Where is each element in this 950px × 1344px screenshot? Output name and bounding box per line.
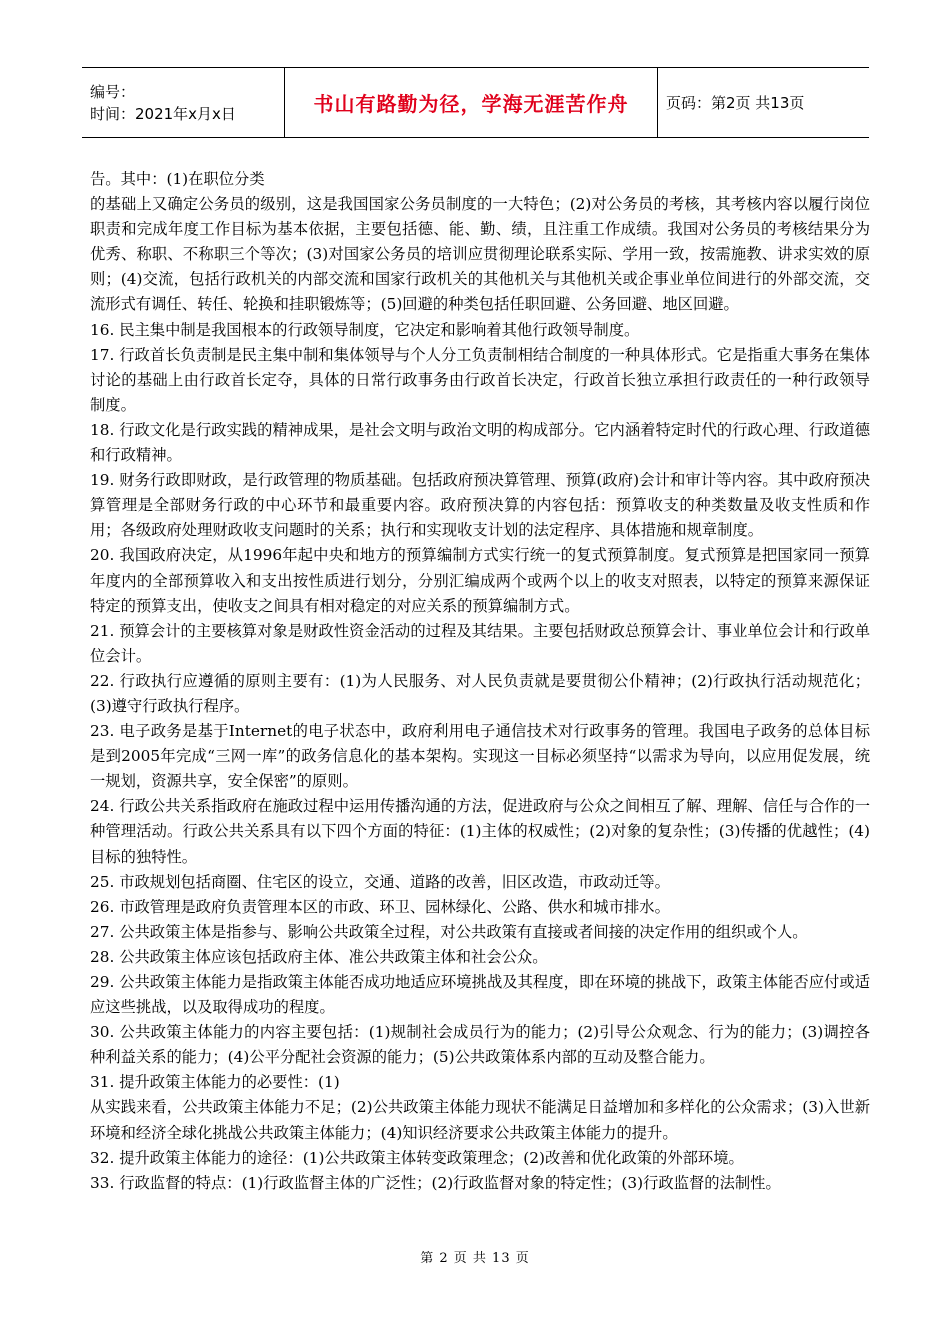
document-number-label: 编号： xyxy=(90,82,136,101)
page-header xyxy=(82,67,869,138)
body-paragraph: 17. 行政首长负责制是民主集中制和集体领导与个人分工负责制相结合制度的一种具体形式。它是指重大事务在集体讨论的基础上由行政首长定夺，具体的日常行政事务由行政首长决定，行政首长独立承担行政责任的一种行政领导制度。 xyxy=(90,345,870,414)
page-footer: 第 2 页 共 13 页 xyxy=(420,1251,530,1266)
body-paragraph: 告。其中：(1)在职位分类 xyxy=(90,170,265,188)
body-paragraph: 29. 公共政策主体能力是指政策主体能否成功地适应环境挑战及其程度，即在环境的挑战下，政策主体能否应付或适应这些挑战，以及取得成功的程度。 xyxy=(90,973,870,1017)
body-paragraph: 27. 公共政策主体是指参与、影响公共政策全过程，对公共政策有直接或者间接的决定作用的组织或个人。 xyxy=(90,922,808,941)
body-paragraph: 16. 民主集中制是我国根本的行政领导制度，它决定和影响着其他行政领导制度。 xyxy=(90,320,640,339)
body-paragraph: 从实践来看，公共政策主体能力不足；(2)公共政策主体能力现状不能满足日益增加和多样化的公众需求；(3)入世新环境和经济全球化挑战公共政策主体能力；(4)知识经济要求公共政策主体能力的提升。 xyxy=(90,1098,870,1142)
body-paragraph: 的基础上又确定公务员的级别，这是我国国家公务员制度的一大特色；(2)对公务员的考核，其考核内容以履行岗位职责和完成年度工作目标为基本依据，主要包括德、能、勤、绩，且注重工作成绩。我国对公务员的考核结果分为优秀、称职、不称职三个等次；(3)对国家公务员的培训应贯彻理论联系实际、学用一致，按需施教、讲求实效的原则；(4)交流，包括行政机关的内部交流和国家行政机关的其他机关与其他机关或企事业单位间进行的外部交流，交流形式有调任、转任、轮换和挂职锻炼等；(5)回避的种类包括任职回避、公务回避、地区回避。 xyxy=(90,195,870,314)
body-paragraph: 31. 提升政策主体能力的必要性：(1) xyxy=(90,1073,340,1092)
header-right-cell xyxy=(658,68,869,137)
body-paragraph: 19. 财务行政即财政，是行政管理的物质基础。包括政府预决算管理、预算(政府)会计和审计等内容。其中政府预决算管理是全部财务行政的中心环节和最重要内容。政府预决算的内容包括：预算收支的种类数量及收支性质和作用；各级政府处理财政收支问题时的关系；执行和实现收支计划的法定程序、具体措施和规章制度。 xyxy=(90,471,870,540)
header-motto: 书山有路勤为径，学海无涯苦作舟 xyxy=(313,92,629,116)
document-time-label: 时间：2021年x月x日 xyxy=(90,104,236,123)
document-body xyxy=(90,167,870,1196)
header-motto-cell xyxy=(285,68,658,137)
body-paragraph: 18. 行政文化是行政实践的精神成果，是社会文明与政治文明的构成部分。它内涵着特定时代的行政心理、行政道德和行政精神。 xyxy=(90,420,870,465)
header-page-number: 页码：第2页 共13页 xyxy=(666,94,805,112)
header-left-cell xyxy=(82,68,285,137)
body-paragraph: 20. 我国政府决定，从1996年起中央和地方的预算编制方式实行统一的复式预算制度。复式预算是把国家同一预算年度内的全部预算收入和支出按性质进行划分，分别汇编成两个或两个以上的收支对照表，以特定的预算来源保证特定的预算支出，使收支之间具有相对稳定的对应关系的预算编制方式。 xyxy=(90,546,870,615)
body-paragraph: 24. 行政公共关系指政府在施政过程中运用传播沟通的方法，促进政府与公众之间相互了解、理解、信任与合作的一种管理活动。行政公共关系具有以下四个方面的特征：(1)主体的权威性；(2)对象的复杂性；(3)传播的优越性；(4)目标的独特性。 xyxy=(90,797,870,866)
body-paragraph: 33. 行政监督的特点：(1)行政监督主体的广泛性；(2)行政监督对象的特定性；(3)行政监督的法制性。 xyxy=(90,1173,781,1192)
body-paragraph: 30. 公共政策主体能力的内容主要包括：(1)规制社会成员行为的能力；(2)引导公众观念、行为的能力；(3)调控各种利益关系的能力；(4)公平分配社会资源的能力；(5)公共政策体系内部的互动及整合能力。 xyxy=(90,1023,870,1067)
body-paragraph: 25. 市政规划包括商圈、住宅区的设立，交通、道路的改善，旧区改造，市政动迁等。 xyxy=(90,872,670,891)
body-paragraph: 23. 电子政务是基于Internet的电子状态中，政府利用电子通信技术对行政事务的管理。我国电子政务的总体目标是到2005年完成“三网一库”的政务信息化的基本架构。实现这一目标必须坚持“以需求为导向，以应用促发展，统一规划，资源共享，安全保密”的原则。 xyxy=(90,722,870,791)
body-paragraph: 22. 行政执行应遵循的原则主要有：(1)为人民服务、对人民负责就是要贯彻公仆精神；(2)行政执行活动规范化；(3)遵守行政执行程序。 xyxy=(90,671,870,715)
body-paragraph: 21. 预算会计的主要核算对象是财政性资金活动的过程及其结果。主要包括财政总预算会计、事业单位会计和行政单位会计。 xyxy=(90,621,870,665)
body-paragraph: 26. 市政管理是政府负责管理本区的市政、环卫、园林绿化、公路、供水和城市排水。 xyxy=(90,897,670,916)
body-paragraph: 28. 公共政策主体应该包括政府主体、准公共政策主体和社会公众。 xyxy=(90,947,548,966)
body-paragraph: 32. 提升政策主体能力的途径：(1)公共政策主体转变政策理念；(2)改善和优化政策的外部环境。 xyxy=(90,1148,744,1167)
